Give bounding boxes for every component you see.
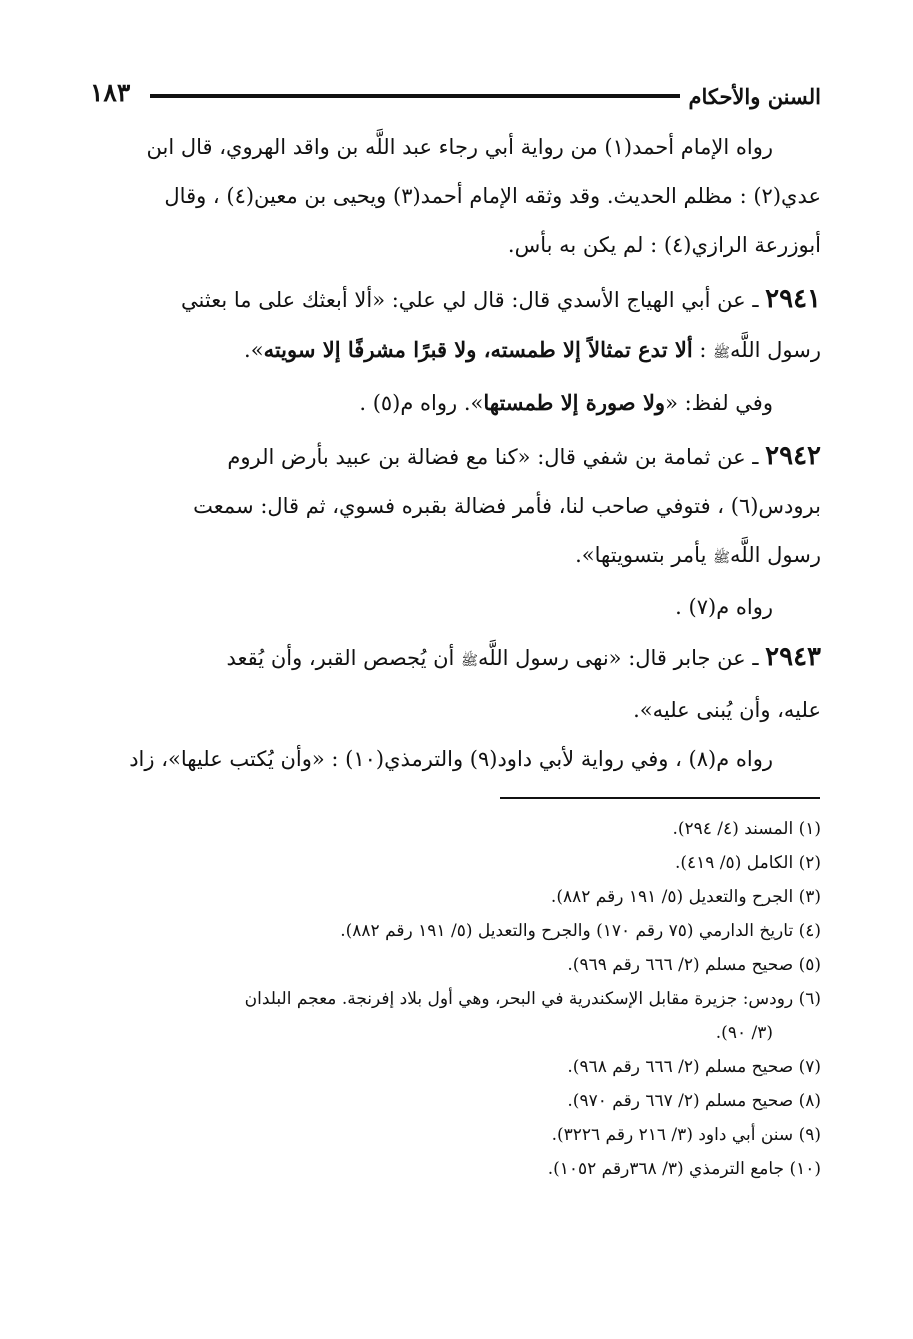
footnote-4: (٤) تاريخ الدارمي (٧٥ رقم ١٧٠) والجرح والتعديل (٥/ ١٩١ رقم ٨٨٢). bbox=[340, 921, 821, 941]
hadith-2942-line-1 bbox=[93, 432, 821, 482]
hadith-2942 bbox=[93, 432, 821, 632]
text-span: ». رواه م(٥) . bbox=[359, 391, 484, 415]
hadith-2941-line-1 bbox=[93, 275, 821, 325]
salawat-glyph: ﷺ bbox=[461, 653, 478, 669]
footnote-5: (٥) صحيح مسلم (٢/ ٦٦٦ رقم ٩٦٩). bbox=[567, 955, 821, 975]
text-span: ـ عن جابر قال: «نهى رسول اللَّه bbox=[478, 646, 766, 670]
salawat-glyph: ﷺ bbox=[713, 550, 731, 566]
hadith-text: ـ عن ثمامة بن شفي قال: «كنا مع فضالة بن عبيد بأرض الروم bbox=[227, 445, 766, 469]
footnote-6: (٦) رودس: جزيرة مقابل الإسكندرية في البحر، وهي أول بلاد إفرنجة. معجم البلدان bbox=[244, 989, 821, 1009]
intro-line-3: أبوزرعة الرازي(٤) : لم يكن به بأس. bbox=[507, 233, 821, 257]
intro-line-1: رواه الإمام أحمد(١) من رواية أبي رجاء عبد اللَّه بن واقد الهروي، قال ابن bbox=[146, 135, 773, 159]
footnote-6-continued: (٣/ ٩٠). bbox=[715, 1023, 773, 1043]
hadith-2943-line-2: عليه، وأن يُبنى عليه». bbox=[633, 698, 821, 722]
text-span: ». bbox=[244, 338, 264, 362]
text-span: : bbox=[692, 338, 714, 362]
hadith-2943-line-3: رواه م(٨) ، وفي رواية لأبي داود(٩) والترمذي(١٠) : «وأن يُكتب عليها»، زاد bbox=[129, 747, 773, 771]
footnote-7: (٧) صحيح مسلم (٢/ ٦٦٦ رقم ٩٦٨). bbox=[567, 1057, 821, 1077]
hadith-2941-line-2 bbox=[93, 325, 821, 378]
text-span: يأمر بتسويتها». bbox=[575, 543, 714, 567]
footnote-10: (١٠) جامع الترمذي (٣/ ٣٦٨رقم ١٠٥٢). bbox=[547, 1159, 821, 1179]
hadith-2942-line-3 bbox=[93, 531, 821, 583]
hadith-2943-line-1 bbox=[93, 633, 821, 686]
footnote-1: (١) المسند (٤/ ٢٩٤). bbox=[672, 819, 821, 839]
hadith-2941-line-3 bbox=[93, 378, 821, 428]
hadith-2942-line-2: برودس(٦) ، فتوفي صاحب لنا، فأمر فضالة بقبره فسوي، ثم قال: سمعت bbox=[193, 494, 821, 518]
text-span: وفي لفظ: « bbox=[665, 391, 773, 415]
salawat-glyph: ﷺ bbox=[713, 345, 731, 361]
hadith-number: ٢٩٤١ bbox=[765, 284, 821, 314]
hadith-2942-line-4: رواه م(٧) . bbox=[675, 595, 773, 619]
hadith-2941 bbox=[93, 275, 821, 428]
text-span: أن يُجصص القبر، وأن يُقعد bbox=[226, 646, 462, 670]
hadith-2943 bbox=[93, 633, 821, 784]
footnote-9: (٩) سنن أبي داود (٣/ ٢١٦ رقم ٣٢٢٦). bbox=[551, 1125, 821, 1145]
hadith-number: ٢٩٤٣ bbox=[765, 642, 821, 672]
hadith-text: ـ عن أبي الهياج الأسدي قال: قال لي علي: «ألا أبعثك على ما بعثني bbox=[181, 288, 766, 312]
intro-line-2: عدي(٢) : مظلم الحديث. وقد وثقه الإمام أحمد(٣) ويحيى بن معين(٤) ، وقال bbox=[164, 184, 821, 208]
footnote-3: (٣) الجرح والتعديل (٥/ ١٩١ رقم ٨٨٢). bbox=[550, 887, 821, 907]
footnote-8: (٨) صحيح مسلم (٢/ ٦٦٧ رقم ٩٧٠). bbox=[567, 1091, 821, 1111]
bold-quote: ولا صورة إلا طمستها bbox=[483, 390, 666, 415]
bold-quote: ألا تدع تمثالاً إلا طمسته، ولا قبرًا مشرفًا إلا سويته bbox=[263, 337, 693, 362]
hadith-number: ٢٩٤٢ bbox=[765, 441, 821, 471]
footnotes bbox=[93, 812, 821, 1186]
footnote-separator bbox=[500, 797, 820, 799]
text-span: رسول اللَّه bbox=[730, 338, 821, 362]
header-rule bbox=[150, 94, 680, 98]
running-title: السنن والأحكام bbox=[688, 84, 821, 109]
text-span: رسول اللَّه bbox=[730, 543, 821, 567]
footnote-2: (٢) الكامل (٥/ ٤١٩). bbox=[674, 853, 821, 873]
page-number: ١٨٣ bbox=[90, 78, 131, 107]
intro-paragraph bbox=[93, 123, 821, 270]
